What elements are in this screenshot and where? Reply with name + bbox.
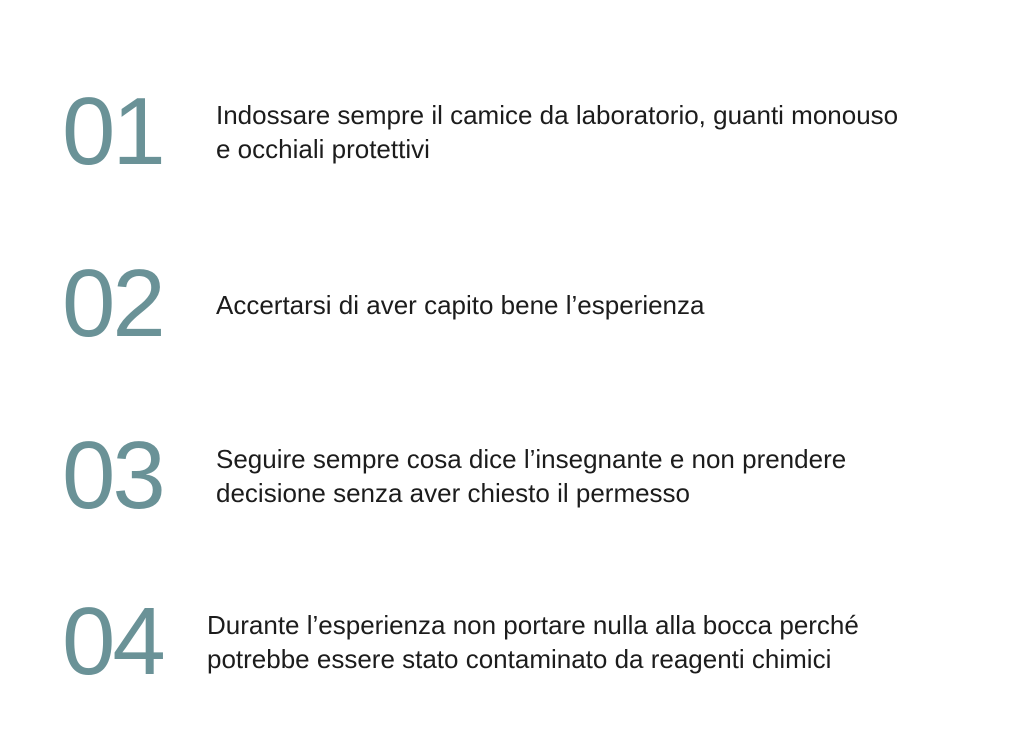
rule-text: Seguire sempre cosa dice l’insegnante e non prendere decisione senza aver chiesto il permesso — [216, 444, 847, 508]
rule-number: 04 — [62, 588, 163, 695]
rule-number: 02 — [62, 250, 163, 357]
rule-text: Accertarsi di aver capito bene l’esperienza — [216, 290, 705, 320]
rule-number: 03 — [62, 422, 163, 529]
rule-text: Indossare sempre il camice da laboratorio, guanti monouso e occhiali protettivi — [216, 100, 899, 164]
rule-text: Durante l’esperienza non portare nulla alla bocca perché potrebbe essere stato contaminato da reagenti chimici — [207, 610, 859, 674]
rule-number: 01 — [62, 78, 163, 185]
